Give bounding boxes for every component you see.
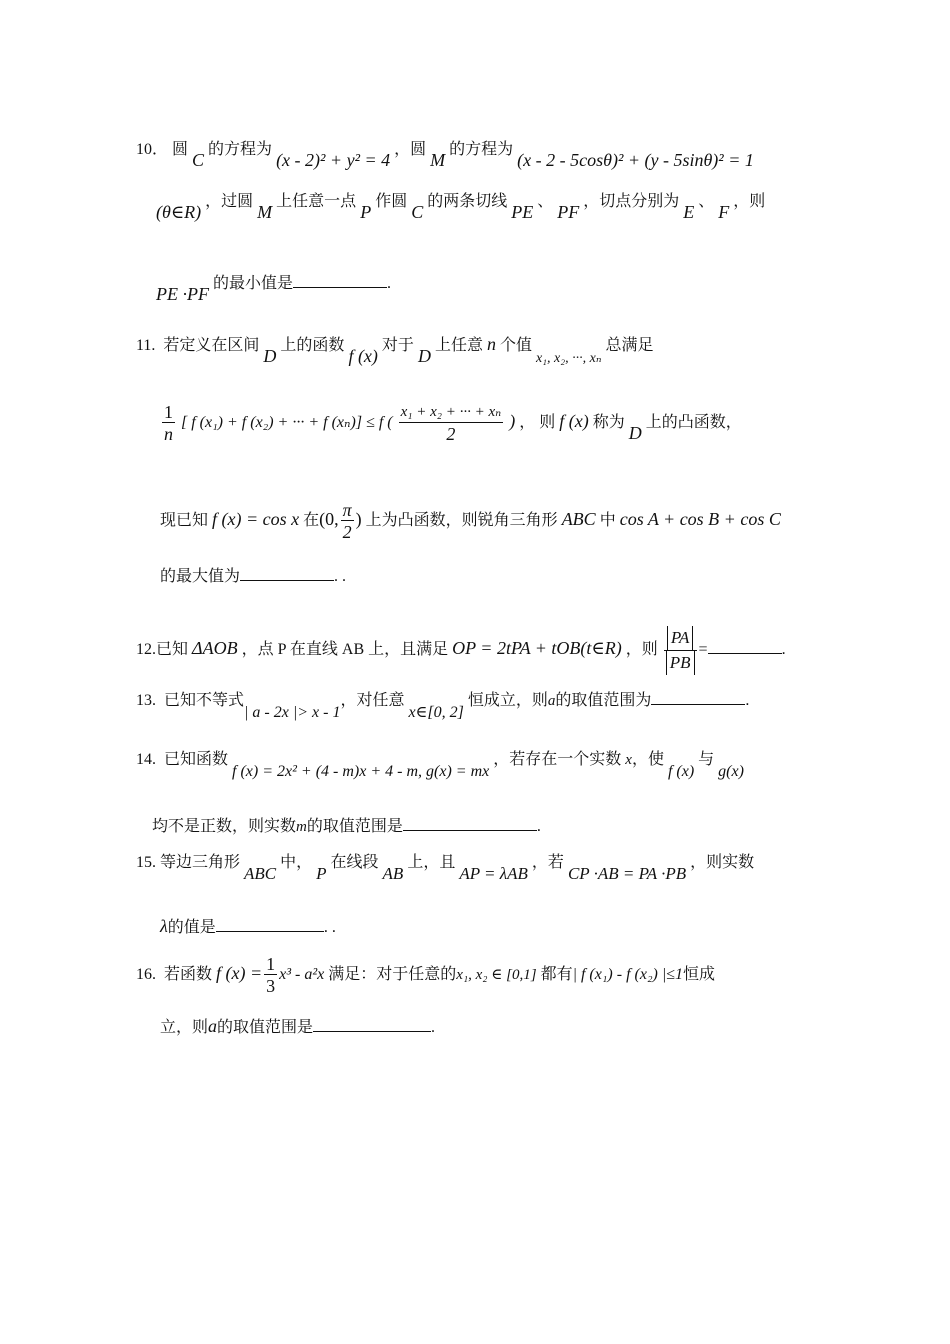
- q10-number: 10．: [136, 141, 169, 158]
- q10-c: C: [411, 202, 424, 222]
- q16-vars: x₁, x₂ ∈ [0,1]: [456, 967, 537, 984]
- q11-frac-1-over-n: $\frac{1}{n}$: [164, 402, 173, 444]
- q11-n: n: [486, 334, 496, 354]
- q10-condition: (θ∈R): [156, 202, 202, 222]
- q16-f: f (x) =: [216, 963, 263, 984]
- q11-line-2: [160, 402, 742, 452]
- q10-line-3: [156, 272, 391, 304]
- q11-fcos: f (x) = cos x: [212, 509, 300, 530]
- q16-text: 若函数: [164, 966, 213, 984]
- q10-pf: PF: [557, 202, 580, 222]
- q11-text: 上的函数: [280, 337, 345, 354]
- q16-text: 恒成: [683, 966, 716, 984]
- q15-text: 等边三角形: [160, 854, 241, 871]
- q16-text: 满足：对于任意的: [328, 966, 457, 984]
- q10-text: ，切点分别为: [583, 193, 680, 210]
- q11-text: 对于: [381, 337, 414, 354]
- q10-text: 、: [698, 193, 715, 210]
- q13-inequality: | a - 2x |> x - 1: [244, 704, 341, 721]
- q15-p: P: [316, 864, 327, 883]
- q11-line-1: [136, 334, 654, 366]
- q14-text: ，若存在一个实数: [493, 751, 622, 768]
- q16-inequality: | f (x₁) - f (x₂) |≤1: [572, 966, 684, 984]
- q10-text: ，圆: [394, 141, 427, 158]
- q13-end: .: [745, 692, 750, 709]
- q15-text: 的值是: [167, 919, 216, 936]
- q11-lhs: [ f (x₁) + f (x₂) + ··· + f (xₙ)] ≤ f (: [181, 414, 393, 432]
- q14-fx: f (x): [667, 763, 695, 780]
- q11-interval-left: (0,: [319, 509, 339, 530]
- q14-text: 均不是正数，则实数: [152, 818, 297, 835]
- q12-equals: =: [698, 641, 708, 659]
- q11-interval-right: ): [355, 509, 362, 530]
- q10-line-1: [136, 138, 754, 170]
- q11-cos-sum: cos A + cos B + cos C: [619, 509, 781, 530]
- q11-text: 上为凸函数，则锐角三角形: [365, 512, 558, 530]
- q11-values: x₁, x₂, ···, xₙ: [535, 351, 602, 366]
- q15-ap-eq: AP = λAB: [459, 864, 528, 883]
- q10-text: 的方程为: [449, 141, 514, 158]
- q11-fx2: f (x): [559, 411, 589, 432]
- q13-range: x∈[0, 2]: [408, 704, 464, 721]
- q16-end: .: [431, 1019, 436, 1036]
- q13-a: a: [547, 693, 556, 709]
- q14-line-2: [152, 816, 541, 837]
- q13-text: 的取值范围为: [555, 692, 652, 709]
- q12-vector-eq: OP = 2tPA + tOB(t∈R): [452, 638, 622, 659]
- q10-text: 上任意一点: [276, 193, 357, 210]
- q10-text: ，则: [733, 193, 766, 210]
- q13-line: [136, 690, 750, 721]
- q15-text: ，则实数: [690, 854, 755, 871]
- q13-number: 13.: [136, 692, 156, 709]
- q10-answer-blank[interactable]: [293, 273, 387, 288]
- q14-answer-blank[interactable]: [403, 816, 537, 831]
- q10-circle-m: M: [430, 150, 446, 170]
- q15-ab: AB: [382, 864, 404, 883]
- q10-end: .: [387, 275, 391, 292]
- q10-f: F: [718, 202, 730, 222]
- q14-m: m: [296, 819, 307, 835]
- q10-text: 、: [537, 193, 554, 210]
- q14-gx: g(x): [718, 763, 744, 780]
- q11-text: 称为: [592, 414, 625, 432]
- q10-circle-c: C: [192, 150, 205, 170]
- q14-text: 与: [698, 751, 715, 768]
- q15-text: 在线段: [330, 854, 379, 871]
- q12-line: [136, 626, 786, 674]
- q16-text: 的取值范围是: [217, 1019, 314, 1036]
- q10-e: E: [683, 202, 695, 222]
- q11-d: D: [417, 346, 431, 366]
- q14-number: 14.: [136, 751, 156, 768]
- q10-equation-m: (x - 2 - 5cosθ)² + (y - 5sinθ)² = 1: [517, 150, 754, 170]
- q12-text: ，点 P 在直线 AB 上，且满足: [241, 641, 449, 659]
- q10-dot-product: PE ·PF: [156, 284, 209, 304]
- q12-text: 已知: [156, 641, 189, 659]
- q14-functions: f (x) = 2x² + (4 - m)x + 4 - m, g(x) = mx: [232, 763, 490, 780]
- q11-d: D: [263, 346, 277, 366]
- q16-text: 都有: [540, 966, 573, 984]
- q11-text: 上的凸函数，: [645, 414, 742, 432]
- q11-text: 若定义在区间: [163, 337, 260, 354]
- q16-line-1: [136, 954, 715, 1004]
- q11-line-3: [160, 500, 781, 550]
- q10-text: 的最小值是: [212, 275, 293, 292]
- q10-text: 作圆: [375, 193, 408, 210]
- q15-line-2: [160, 916, 336, 938]
- q15-answer-blank[interactable]: [216, 917, 324, 932]
- q10-pe: PE: [511, 202, 534, 222]
- q16-a: a: [208, 1016, 218, 1036]
- q14-text: 的取值范围是: [306, 818, 403, 835]
- q15-text: ，若: [531, 854, 564, 871]
- q11-d3: D: [628, 423, 642, 444]
- q10-text: 的方程为: [208, 141, 273, 158]
- q15-number: 15.: [136, 854, 156, 871]
- q11-text: ， 则: [519, 414, 556, 432]
- q16-number: 16.: [136, 966, 156, 984]
- q15-end: . .: [323, 919, 336, 936]
- q11-pi-over-2: $\frac{\pi}{2}$: [342, 500, 352, 542]
- q13-text: ，对任意: [340, 692, 405, 709]
- q10-text: 的两条切线: [427, 193, 508, 210]
- q11-text: 个值: [499, 337, 532, 354]
- q13-answer-blank[interactable]: [651, 690, 745, 705]
- q10-line-2: [156, 190, 766, 222]
- q11-text: 总满足: [605, 337, 654, 354]
- q11-text: 现已知: [160, 512, 209, 530]
- q16-text: 立，则: [160, 1019, 209, 1036]
- q10-text: 圆: [172, 141, 189, 158]
- q12-end: .: [781, 641, 786, 659]
- q16-one-third: $\frac{1}{3}$: [266, 954, 276, 996]
- q15-dot-eq: CP ·AB = PA ·PB: [567, 864, 687, 883]
- q11-text: 的最大值为: [160, 568, 241, 585]
- q10-equation-c: (x - 2)² + y² = 4: [276, 150, 391, 170]
- q10-text: ，过圆: [205, 193, 254, 210]
- q12-text: ，则: [625, 641, 658, 659]
- q12-ratio: $\frac{PA}{PB}$: [664, 626, 697, 675]
- q16-expr: x³ - a²x: [279, 966, 325, 984]
- q11-text: 在: [303, 512, 320, 530]
- q11-end: . .: [334, 568, 347, 585]
- q11-mean-frac: $\frac{\text{x₁ + x₂ + ··· + xₙ}}{2}$: [400, 404, 502, 444]
- q11-text: 中: [599, 512, 616, 530]
- q15-line-1: [136, 852, 755, 883]
- q11-number: 11.: [136, 337, 156, 354]
- q14-line-1: [136, 750, 744, 780]
- q11-rpar: ): [509, 411, 516, 432]
- q12-number: 12.: [136, 641, 156, 659]
- q14-text: ，使: [631, 751, 664, 768]
- q15-text: 上，且: [407, 854, 456, 871]
- q10-p: P: [360, 202, 372, 222]
- q11-text: 上任意: [434, 337, 483, 354]
- q15-lambda: λ: [160, 916, 168, 936]
- q15-abc: ABC: [244, 864, 277, 883]
- q15-text: 中，: [280, 854, 313, 871]
- q11-abc: ABC: [561, 509, 596, 530]
- q13-text: 已知不等式: [164, 692, 245, 709]
- q10-m: M: [257, 202, 273, 222]
- q11-fx: f (x): [348, 346, 378, 366]
- q16-line-2: [160, 1016, 435, 1038]
- q12-triangle: ΔAOB: [192, 638, 238, 659]
- q14-x: x: [625, 752, 632, 768]
- q14-end: .: [536, 818, 541, 835]
- q13-text: 恒成立，则: [467, 692, 548, 709]
- q12-answer-blank[interactable]: [708, 639, 782, 654]
- q14-text: 已知函数: [164, 751, 229, 768]
- q16-answer-blank[interactable]: [313, 1017, 431, 1032]
- q11-line-4: [160, 566, 346, 587]
- q11-answer-blank[interactable]: [240, 566, 334, 581]
